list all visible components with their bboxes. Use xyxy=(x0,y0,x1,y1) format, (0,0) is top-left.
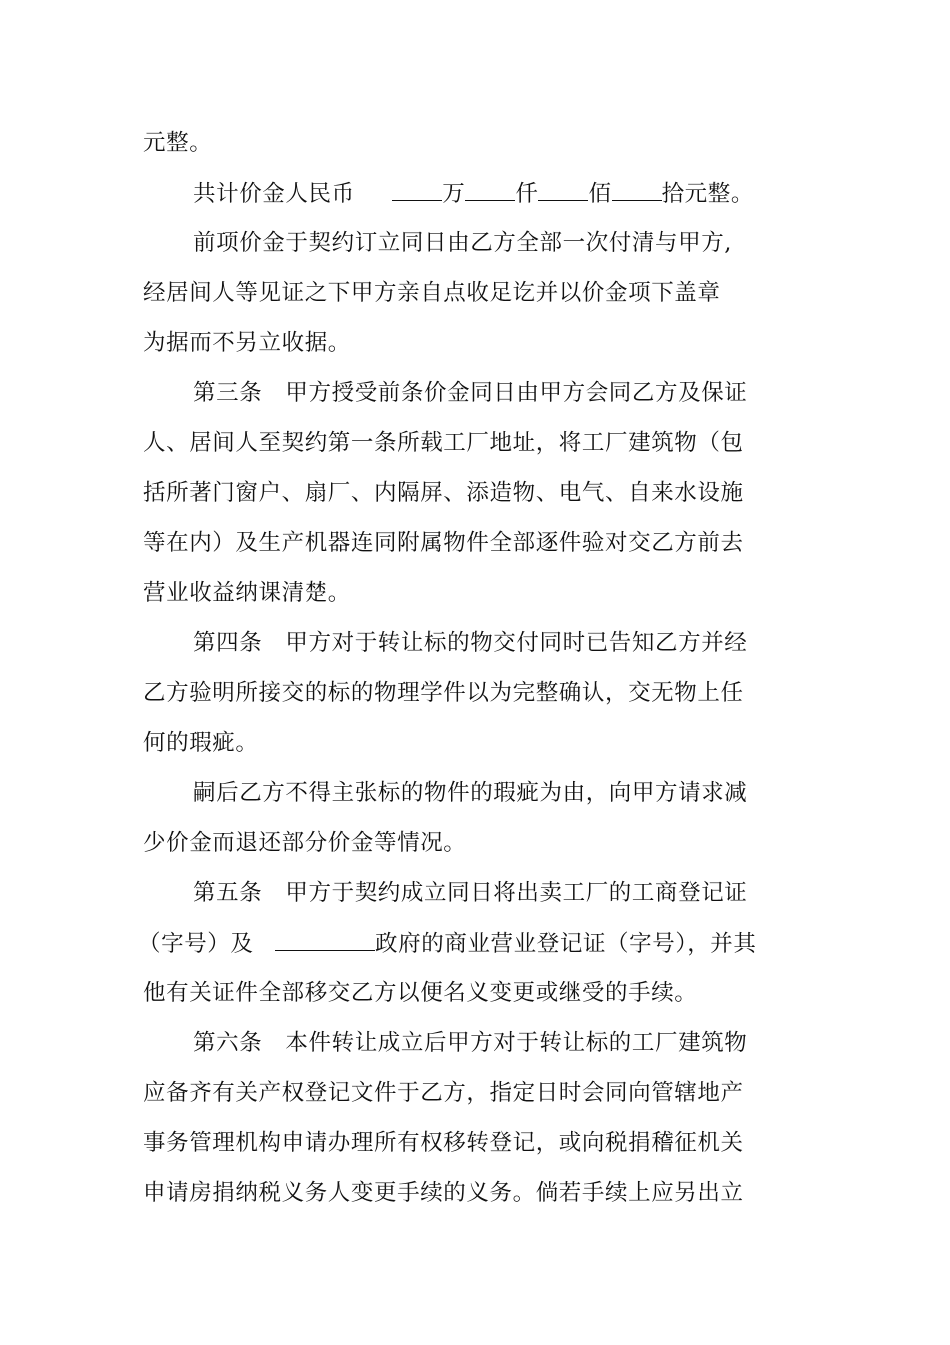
text-line: 元整。 xyxy=(143,130,213,156)
blank-field xyxy=(612,178,662,201)
article-4-heading-line: 第四条 甲方对于转让标的物交付同时已告知乙方并经 xyxy=(193,630,748,656)
text-line: 申请房捐纳税义务人变更手续的义务。倘若手续上应另出立 xyxy=(143,1180,744,1206)
blank-field xyxy=(465,178,515,201)
text-line: 经居间人等见证之下甲方亲自点收足讫并以价金项下盖章 xyxy=(143,280,721,306)
total-price-line xyxy=(193,178,754,208)
text-line: 嗣后乙方不得主张标的物件的瑕疵为由，向甲方请求减 xyxy=(193,780,748,806)
text-line: 何的瑕疵。 xyxy=(143,730,259,756)
text-line: 他有关证件全部移交乙方以便名义变更或继受的手续。 xyxy=(143,980,698,1006)
text-segment: 仟 xyxy=(515,181,539,207)
text-line: 为据而不另立收据。 xyxy=(143,330,351,356)
article-3-heading-line: 第三条 甲方授受前条价金同日由甲方会同乙方及保证 xyxy=(193,380,748,406)
text-line: 括所著门窗户、扇厂、内隔屏、添造物、电气、自来水设施 xyxy=(143,480,744,506)
text-segment: 共计价金人民币 xyxy=(193,181,355,207)
text-segment: 佰 xyxy=(588,181,612,207)
blank-field xyxy=(392,178,442,201)
text-segment: 万 xyxy=(442,181,466,207)
text-line: 应备齐有关产权登记文件于乙方，指定日时会同向管辖地产 xyxy=(143,1080,744,1106)
registration-line xyxy=(138,928,757,958)
text-line: 人、居间人至契约第一条所载工厂地址，将工厂建筑物（包 xyxy=(143,430,744,456)
text-line: 等在内）及生产机器连同附属物件全部逐件验对交乙方前去 xyxy=(143,530,744,556)
article-5-heading-line: 第五条 甲方于契约成立同日将出卖工厂的工商登记证 xyxy=(193,880,748,906)
text-segment: 拾元整。 xyxy=(661,181,754,207)
text-segment: （字号）及 xyxy=(138,931,254,957)
text-line: 少价金而退还部分价金等情况。 xyxy=(143,830,467,856)
text-segment: 政府的商业营业登记证（字号），并其 xyxy=(375,931,757,957)
text-line: 前项价金于契约订立同日由乙方全部一次付清与甲方, xyxy=(193,230,733,256)
text-line: 事务管理机构申请办理所有权移转登记，或向税捐稽征机关 xyxy=(143,1130,744,1156)
blank-field xyxy=(538,178,588,201)
blank-field xyxy=(275,928,375,951)
text-line: 营业收益纳课清楚。 xyxy=(143,580,351,606)
article-6-heading-line: 第六条 本件转让成立后甲方对于转让标的工厂建筑物 xyxy=(193,1030,748,1056)
text-line: 乙方验明所接交的标的物理学件以为完整确认，交无物上任 xyxy=(143,680,744,706)
